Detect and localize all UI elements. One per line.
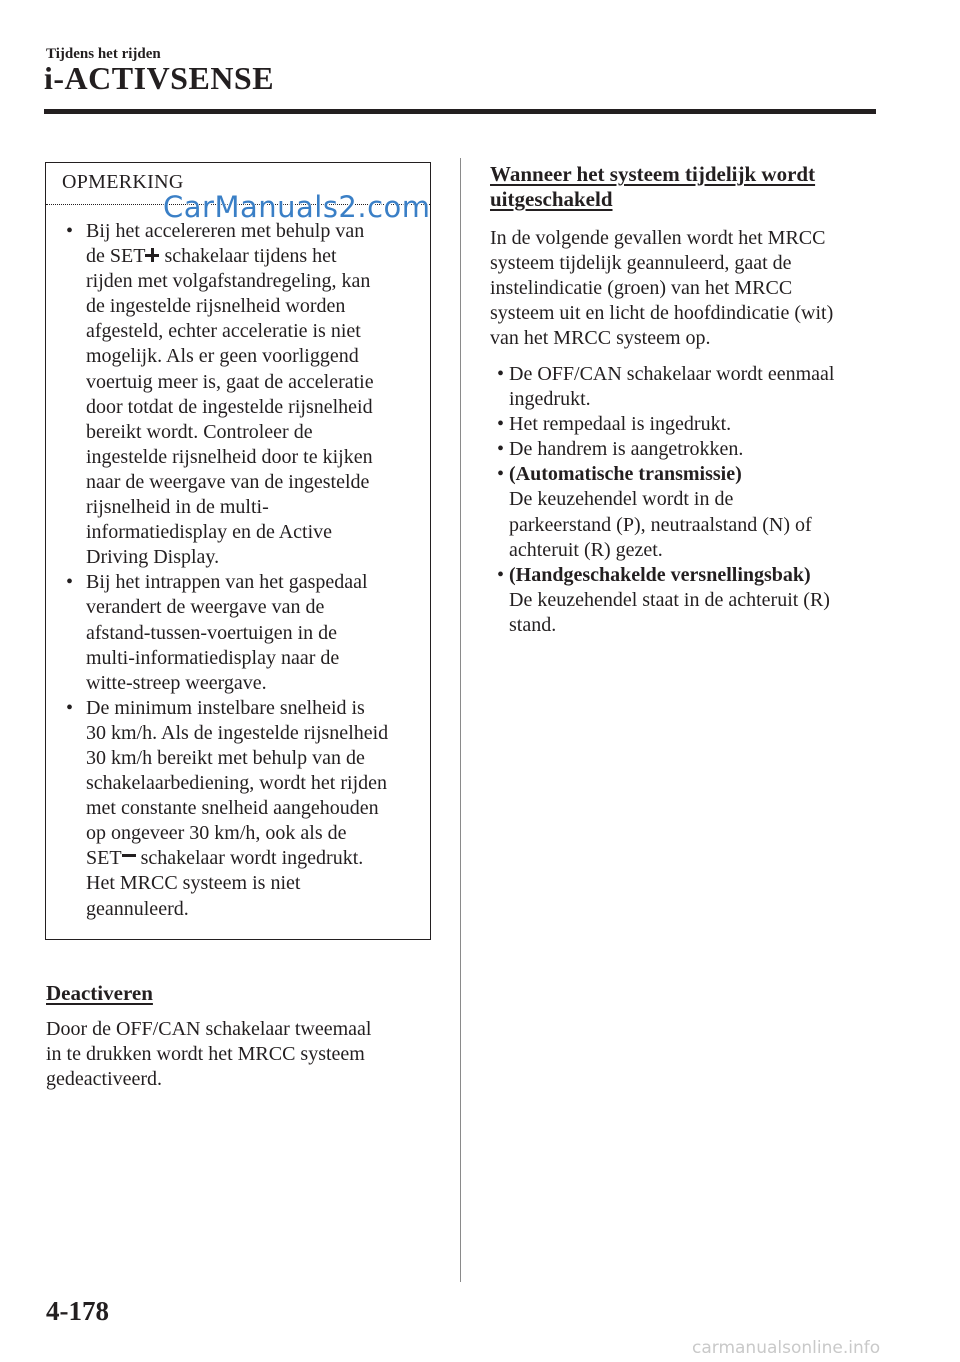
para-line: In de volgende gevallen wordt het MRCC [490,227,826,249]
para-line: in te drukken wordt het MRCC systeem [46,1043,365,1066]
note-line: De minimum instelbare snelheid is [86,696,365,719]
note-line: naar de weergave van de ingestelde [86,470,370,493]
note-line: Bij het accelereren met behulp van [86,220,365,242]
list-item [490,362,882,412]
note-line: afstand-tussen-voertuigen in de [86,621,338,644]
note-title: OPMERKING [62,171,184,193]
deactivate-paragraph [46,1017,446,1092]
bullet: • [497,463,505,486]
note-line: afgesteld, echter acceleratie is niet [86,320,361,343]
note-line-tail: schakelaar wordt ingedrukt. [135,847,364,870]
minus-icon [122,854,136,864]
note-line: schakelaarbediening, wordt het rijden [86,772,387,795]
note-line: 30 km/h bereikt met behulp van de [86,746,365,769]
note-line: geannuleerd. [86,897,189,920]
chapter-title: i-ACTIVSENSE [44,60,275,96]
set-label: SET [86,847,122,870]
bullet: • [497,363,505,385]
note-line: verandert de weergave van de [86,596,325,619]
note-item [46,219,432,570]
note-line: rijsnelheid in de multi- [86,496,269,519]
note-line: mogelijk. Als er geen voorliggend [86,345,359,368]
watermark-top: CarManuals2.com [163,190,431,224]
bullet: • [497,413,505,436]
note-line-tail: schakelaar tijdens het [159,245,337,268]
heading-line: Wanneer het systeem tijdelijk wordt [490,162,816,186]
note-line: rijden met volgafstandregeling, kan [86,270,371,293]
bullet: • [497,438,505,461]
bullet: • [66,220,74,242]
para-line: van het MRCC systeem op. [490,327,711,350]
note-line: door totdat de ingestelde rijsnelheid [86,395,373,418]
item-line: De keuzehendel staat in de achteruit (R) [509,588,830,611]
note-list [46,219,432,922]
note-line [86,244,426,269]
item-bold-line [509,462,882,487]
temporary-list [490,362,882,638]
list-item [490,563,882,638]
note-line: met constante snelheid aangehouden [86,797,379,820]
bullet: • [66,696,74,719]
item-line: De handrem is aangetrokken. [509,438,744,461]
item-line: Het rempedaal is ingedrukt. [509,413,732,436]
item-line: De OFF/CAN schakelaar wordt eenmaal [509,363,835,385]
para-line: instelindicatie (groen) van het MRCC [490,277,793,300]
para-line: systeem uit en licht de hoofdindicatie (wit) [490,302,834,325]
section-label: Tijdens het rijden [46,46,161,62]
para-line: gedeactiveerd. [46,1068,163,1091]
list-item [490,462,882,562]
list-item [490,412,882,437]
note-line: witte-streep weergave. [86,671,267,694]
bullet: • [497,563,505,586]
bullet: • [66,571,74,594]
note-line: op ongeveer 30 km/h, ook als de [86,822,347,845]
note-line: Het MRCC systeem is niet [86,872,301,895]
note-line: Driving Display. [86,546,220,569]
header-rule [44,109,876,114]
note-line: informatiedisplay en de Active [86,521,333,544]
page-number: 4-178 [46,1296,109,1326]
watermark-bottom: carmanualsonline.info [692,1338,881,1358]
note-line: ingestelde rijsnelheid door te kijken [86,445,373,468]
note-line: 30 km/h. Als de ingestelde rijsnelheid [86,721,389,744]
note-item [46,696,432,922]
item-line: De keuzehendel wordt in de [509,488,734,511]
item-line: stand. [509,613,557,636]
item-bold-line [509,563,882,588]
note-line [86,846,426,871]
deactivate-heading: Deactiveren [46,981,153,1005]
note-line: multi-informatiedisplay naar de [86,646,340,669]
note-line: voertuig meer is, gaat de acceleratie [86,370,374,393]
set-label: de SET [86,245,146,268]
note-line: de ingestelde rijsnelheid worden [86,295,346,318]
note-line: Bij het intrappen van het gaspedaal [86,571,368,594]
note-box [45,162,431,940]
temporary-intro [490,226,890,351]
transmission-type: (Handgeschakelde versnellingsbak) [509,563,811,586]
list-item [490,437,882,462]
para-line: Door de OFF/CAN schakelaar tweemaal [46,1018,372,1040]
temporary-heading [490,162,815,212]
column-divider [460,158,461,1282]
item-line: ingedrukt. [509,388,591,411]
note-item [46,570,432,695]
item-line: parkeerstand (P), neutraalstand (N) of [509,513,812,536]
transmission-type: (Automatische transmissie) [509,463,742,486]
heading-line: uitgeschakeld [490,187,613,211]
para-line: systeem tijdelijk geannuleerd, gaat de [490,252,792,275]
note-line: bereikt wordt. Controleer de [86,420,313,443]
plus-icon [145,248,159,262]
item-line: achteruit (R) gezet. [509,538,663,561]
